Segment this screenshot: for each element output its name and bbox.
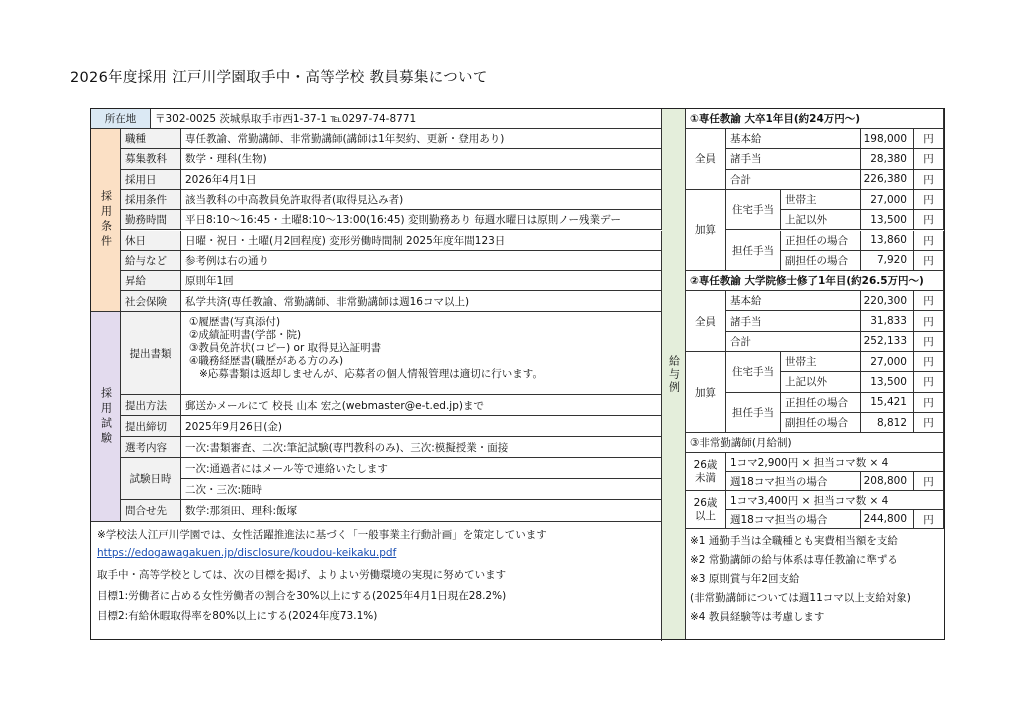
sec1-main-value: 13,860: [861, 231, 914, 251]
condition-label: 職種: [121, 129, 181, 149]
condition-label: 昇給: [121, 271, 181, 291]
sec2-yen: 円: [914, 413, 944, 433]
sec2-homeroom-label: 担任手当: [726, 393, 781, 434]
sec2-base-value: 220,300: [861, 291, 914, 311]
sec2-sub-value: 8,812: [861, 413, 914, 433]
sec2-other-label: 上記以外: [781, 372, 861, 392]
exam-date-row-1: 一次:通過者にはメール等で連絡いたします: [181, 458, 662, 479]
sec1-household-value: 27,000: [861, 190, 914, 210]
sec2-other-value: 13,500: [861, 372, 914, 392]
location-label: 所在地: [91, 109, 151, 129]
condition-value: 平日8:10〜16:45・土曜8:10〜13:00(16:45) 変則勤務あり 毎週水曜日は原則ノー残業デー: [181, 210, 662, 230]
condition-value: 原則年1回: [181, 271, 662, 291]
section-conditions-label: 採用条件: [91, 129, 121, 312]
condition-label: 採用条件: [121, 190, 181, 210]
sec2-total-label: 合計: [726, 332, 861, 352]
sec1-title: ①専任教諭 大卒1年目(約24万円〜): [686, 109, 944, 129]
sec2-yen: 円: [914, 372, 944, 392]
sec1-yen: 円: [914, 251, 944, 271]
sec1-yen: 円: [914, 210, 944, 230]
page-title: 2026年度採用 江戸川学園取手中・高等学校 教員募集について: [70, 70, 488, 86]
sec1-base-label: 基本給: [726, 129, 861, 149]
sec1-sub-value: 7,920: [861, 251, 914, 271]
sec2-yen: 円: [914, 332, 944, 352]
sec1-yen: 円: [914, 149, 944, 169]
sec2-main-label: 正担任の場合: [781, 393, 861, 413]
sec2-title: ②専任教諭 大学院修士修了1年目(約26.5万円〜): [686, 271, 944, 291]
sec2-add-label: 加算: [686, 352, 726, 433]
pt-under-case: 週18コマ担当の場合: [726, 472, 861, 491]
document-item: ①履歴書(写真添付): [189, 316, 281, 328]
sec1-other-label: 上記以外: [781, 210, 861, 230]
sec1-total-value: 226,380: [861, 170, 914, 190]
condition-value: 参考例は右の通り: [181, 251, 662, 271]
pt-over-rate: 1コマ3,400円 × 担当コマ数 × 4: [726, 491, 944, 510]
notes-area: [91, 522, 662, 641]
salary-example-label: 給与例: [662, 109, 686, 639]
condition-label: 社会保険: [121, 291, 181, 311]
condition-label: 給与など: [121, 251, 181, 271]
footnote: ※4 教員経験等は考慮します: [690, 611, 825, 624]
sec1-other-value: 13,500: [861, 210, 914, 230]
contact-value: 数学:那須田、理科:飯塚: [181, 500, 662, 522]
sec1-main-label: 正担任の場合: [781, 231, 861, 251]
sec2-housing-label: 住宅手当: [726, 352, 781, 393]
sec1-housing-label: 住宅手当: [726, 190, 781, 231]
condition-label: 休日: [121, 231, 181, 251]
documents-list: [181, 312, 662, 395]
recruitment-table: [90, 108, 945, 640]
sec1-allow-label: 諸手当: [726, 149, 861, 169]
sec2-all-label: 全員: [686, 291, 726, 352]
selection-value: 一次:書類審査、二次:筆記試験(専門教科のみ)、三次:模擬授業・面接: [181, 437, 662, 458]
footnote: ※1 通勤手当は全職種とも実費相当額を支給: [690, 535, 898, 548]
sec2-sub-label: 副担任の場合: [781, 413, 861, 433]
documents-label: 提出書類: [121, 312, 181, 395]
condition-label: 採用日: [121, 170, 181, 190]
submit-method-value: 郵送かメールにて 校長 山本 宏之(webmaster@e-t.ed.jp)まで: [181, 395, 662, 416]
condition-value: 2026年4月1日: [181, 170, 662, 190]
selection-label: 選考内容: [121, 437, 181, 458]
sec1-allow-value: 28,380: [861, 149, 914, 169]
sec2-household-label: 世帯主: [781, 352, 861, 372]
exam-date-row-2: 二次・三次:随時: [181, 479, 662, 500]
document-item: ②成績証明書(学部・院): [189, 329, 302, 341]
sec2-yen: 円: [914, 311, 944, 331]
document-note: ※応募書類は返却しませんが、応募者の個人情報管理は適切に行います。: [199, 368, 543, 380]
location-value: 〒302-0025 茨城県取手市西1-37-1 ℡0297-74-8771: [151, 109, 662, 129]
footnote: ※2 常勤講師の給与体系は専任教諭に準ずる: [690, 554, 898, 567]
sec1-yen: 円: [914, 190, 944, 210]
sec1-base-value: 198,000: [861, 129, 914, 149]
sec2-allow-value: 31,833: [861, 311, 914, 331]
condition-value: 日曜・祝日・土曜(月2回程度) 変形労働時間制 2025年度年間123日: [181, 231, 662, 251]
footnote: (非常勤講師については週11コマ以上支給対象): [690, 592, 911, 605]
section-exam-label: 採用試験: [91, 312, 121, 522]
condition-value: 専任教諭、常勤講師、非常勤講師(講師は1年契約、更新・登用あり): [181, 129, 662, 149]
sec1-sub-label: 副担任の場合: [781, 251, 861, 271]
sec3-title: ③非常勤講師(月給制): [686, 433, 944, 453]
condition-value: 数学・理科(生物): [181, 149, 662, 169]
sec2-yen: 円: [914, 393, 944, 413]
sec1-all-label: 全員: [686, 129, 726, 190]
sec1-yen: 円: [914, 170, 944, 190]
submit-method-label: 提出方法: [121, 395, 181, 416]
sec2-yen: 円: [914, 291, 944, 311]
document-item: ③教員免許状(コピー) or 取得見込証明書: [189, 342, 382, 354]
sec2-yen: 円: [914, 352, 944, 372]
condition-label: 勤務時間: [121, 210, 181, 230]
notes-line: 取手中・高等学校としては、次の目標を掲げ、よりよい労働環境の実現に努めています: [97, 569, 507, 581]
pt-yen: 円: [914, 472, 944, 491]
sec1-add-label: 加算: [686, 190, 726, 271]
sec1-household-label: 世帯主: [781, 190, 861, 210]
pt-yen: 円: [914, 510, 944, 529]
sec1-total-label: 合計: [726, 170, 861, 190]
deadline-value: 2025年9月26日(金): [181, 416, 662, 437]
pt-under-rate: 1コマ2,900円 × 担当コマ数 × 4: [726, 453, 944, 472]
notes-line: 目標2:有給休暇取得率を80%以上にする(2024年度73.1%): [97, 610, 378, 622]
sec2-household-value: 27,000: [861, 352, 914, 372]
document-item: ④職務経歴書(職歴がある方のみ): [189, 355, 344, 367]
pt-under-label: 26歳未満: [686, 453, 726, 491]
sec2-main-value: 15,421: [861, 393, 914, 413]
sec2-total-value: 252,133: [861, 332, 914, 352]
sec1-yen: 円: [914, 231, 944, 251]
contact-label: 問合せ先: [121, 500, 181, 522]
condition-value: 該当教科の中高教員免許取得者(取得見込み者): [181, 190, 662, 210]
pt-over-value: 244,800: [861, 510, 914, 529]
footnote: ※3 原則賞与年2回支給: [690, 573, 800, 586]
pt-under-value: 208,800: [861, 472, 914, 491]
pt-over-case: 週18コマ担当の場合: [726, 510, 861, 529]
condition-value: 私学共済(専任教諭、常勤講師、非常勤講師は週16コマ以上): [181, 291, 662, 311]
sec1-yen: 円: [914, 129, 944, 149]
deadline-label: 提出締切: [121, 416, 181, 437]
condition-label: 募集教科: [121, 149, 181, 169]
sec2-base-label: 基本給: [726, 291, 861, 311]
action-plan-link[interactable]: https://edogawagakuen.jp/disclosure/koudou-keikaku.pdf: [97, 547, 397, 559]
notes-line: 目標1:労働者に占める女性労働者の割合を30%以上にする(2025年4月1日現在28.2%): [97, 590, 507, 602]
exam-date-label: 試験日時: [121, 458, 181, 500]
notes-line: ※学校法人江戸川学園では、女性活躍推進法に基づく「一般事業主行動計画」を策定しています: [97, 529, 547, 541]
sec1-homeroom-label: 担任手当: [726, 231, 781, 272]
sec2-allow-label: 諸手当: [726, 311, 861, 331]
pt-over-label: 26歳以上: [686, 491, 726, 529]
